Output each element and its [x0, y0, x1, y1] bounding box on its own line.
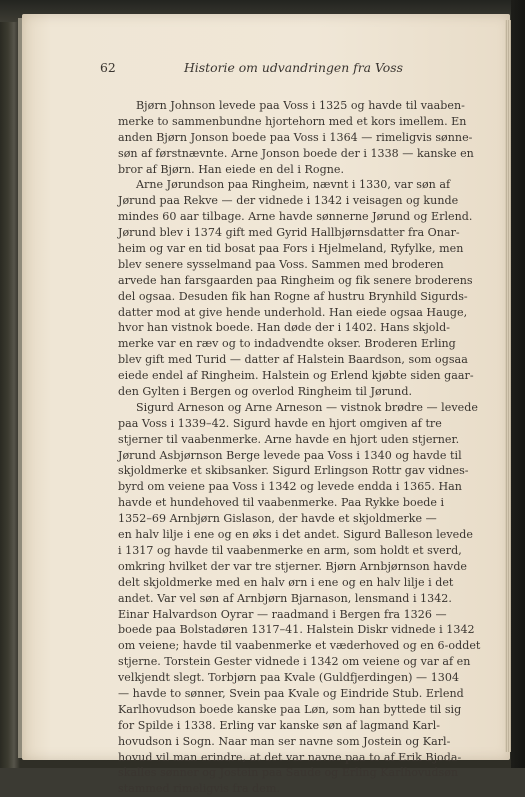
text-line: Sigurd Arneson og Arne Arneson — vistnok brødre — levede [136, 400, 478, 414]
running-title: Historie om udvandringen fra Voss [184, 60, 403, 75]
text-line: arvede han farsgaarden paa Ringheim og fik senere broderens [118, 273, 473, 287]
body-text [118, 98, 490, 797]
text-line: byrd om veiene paa Voss i 1342 og levede endda i 1365. Han [118, 480, 462, 494]
text-line: blev senere sysselmand paa Voss. Sammen med broderen [118, 257, 444, 271]
text-line: søn af førstnævnte. Arne Jonson boede der i 1338 — kanske en [118, 146, 474, 160]
text-line: mindes 60 aar tilbage. Arne havde sønnerne Jørund og Erlend. [118, 210, 473, 224]
text-line: havde et hundehoved til vaabenmerke. Paa Rykke boede i [118, 496, 445, 510]
text-line: om veiene; havde til vaabenmerke et væderhoved og en 6-oddet [118, 639, 481, 653]
text-line: del ogsaa. Desuden fik han Rogne af hustru Brynhild Sigurds- [118, 289, 468, 303]
text-line: anden Bjørn Jonson boede paa Voss i 1364 — rimeligvis sønne- [118, 130, 473, 144]
text-line: Einar Halvardson Oyrar — raadmand i Bergen fra 1326 — [118, 607, 447, 621]
text-line: andet. Var vel søn af Arnbjørn Bjarnason, lensmand i 1342. [118, 591, 452, 605]
text-line: hvor han vistnok boede. Han døde der i 1402. Hans skjold- [118, 321, 450, 335]
text-line: Jørund paa Rekve — der vidnede i 1342 i veisagen og kunde [118, 194, 459, 208]
text-line: Jørund Asbjørnson Berge levede paa Voss i 1340 og havde til [118, 448, 462, 462]
text-line: heim og var en tid bosat paa Fors i Hjelmeland, Ryfylke, men [118, 242, 464, 256]
text-line: paa Voss i 1339–42. Sigurd havde en hjort omgiven af tre [118, 416, 442, 430]
text-line: hovudson i Sogn. Naar man ser navne som Jostein og Karl- [118, 734, 451, 748]
text-line: hovud vil man erindre, at det var navne paa to af Erik Bjoda- [118, 750, 462, 764]
book-cover-right [511, 0, 525, 768]
text-line: skalles sønner og Jostein paa Saude og Erling Karlhovudsøn [118, 766, 459, 780]
text-line: delt skjoldmerke med en halv ørn i ene og en halv lilje i det [118, 575, 454, 589]
text-line: bror af Bjørn. Han eiede en del i Rogne. [118, 162, 344, 176]
text-line: den Gylten i Bergen og overlod Ringheim til Jørund. [118, 385, 413, 399]
text-line: omkring hvilket der var tre stjerner. Bjørn Arnbjørnson havde [118, 559, 468, 573]
text-line: merke var en ræv og to indadvendte okser. Broderen Erling [118, 337, 456, 351]
text-line: Arne Jørundson paa Ringheim, nævnt i 1330, var søn af [136, 178, 451, 192]
text-line: merke to sammenbundne hjortehorn med et kors imellem. En [118, 114, 467, 128]
text-line: skjoldmerke et skibsanker. Sigurd Erlingson Rottr gav vidnes- [118, 464, 469, 478]
page-number: 62 [100, 60, 116, 75]
text-line: stammed rimeligvis fra dem. [118, 782, 280, 796]
text-line: for Spilde i 1338. Erling var kanske søn af lagmand Karl- [118, 718, 441, 732]
text-line: 1352–69 Arnbjørn Gislason, der havde et skjoldmerke — [118, 512, 437, 526]
running-head [100, 60, 490, 82]
text-line: Karlhovudson boede kanske paa Løn, som han byttede til sig [118, 702, 462, 716]
text-line: blev gift med Turid — datter af Halstein Baardson, som ogsaa [118, 353, 468, 367]
text-line: eiede endel af Ringheim. Halstein og Erlend kjøbte siden gaar- [118, 369, 474, 383]
text-line: Jørund blev i 1374 gift med Gyrid Hallbjørnsdatter fra Onar- [118, 226, 460, 240]
text-line: — havde to sønner, Svein paa Kvale og Eindride Stub. Erlend [118, 686, 464, 700]
text-line: boede paa Bolstadøren 1317–41. Halstein Diskr vidnede i 1342 [118, 623, 475, 637]
text-line: Bjørn Johnson levede paa Voss i 1325 og havde til vaaben- [136, 99, 465, 112]
text-line: stjerne. Torstein Gester vidnede i 1342 om veiene og var af en [118, 655, 471, 669]
text-line: stjerner til vaabenmerke. Arne havde en hjort uden stjerner. [118, 432, 460, 446]
text-line: datter mod at give hende underhold. Han eiede ogsaa Hauge, [118, 305, 468, 319]
text-line: i 1317 og havde til vaabenmerke en arm, som holdt et sverd, [118, 543, 462, 557]
text-line: velkjendt slegt. Torbjørn paa Kvale (Guldfjerdingen) — 1304 [118, 671, 460, 685]
text-line: en halv lilje i ene og en øks i det andet. Sigurd Balleson levede [118, 528, 473, 542]
